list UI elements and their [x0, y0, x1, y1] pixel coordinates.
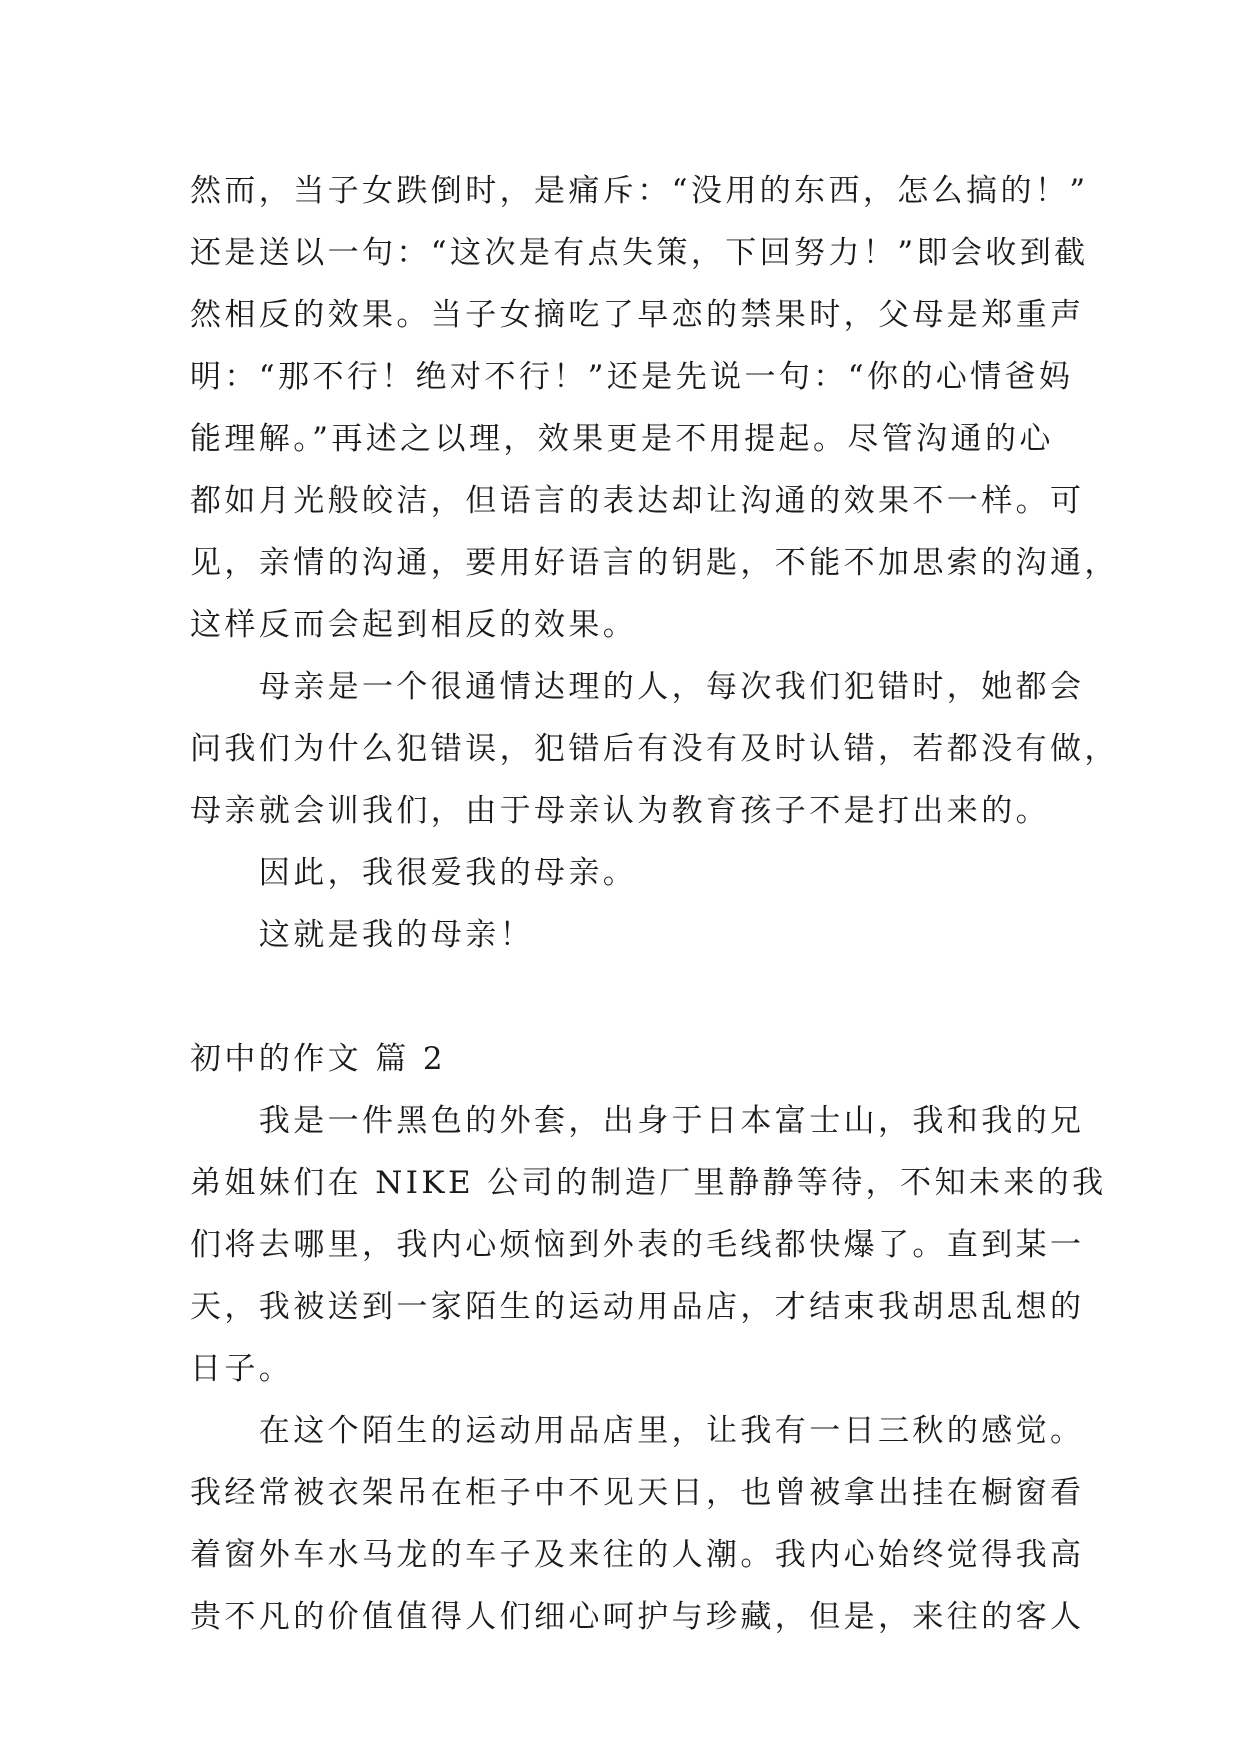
- text-line: 我是一件黑色的外套，出身于日本富士山，我和我的兄: [190, 1103, 1085, 1139]
- text-line: 贵不凡的价值值得人们细心呵护与珍藏，但是，来往的客人: [190, 1599, 1085, 1635]
- document-page: [190, 160, 1119, 1648]
- text-line: 着窗外车水马龙的车子及来往的人潮。我内心始终觉得我高: [190, 1537, 1085, 1573]
- text-line: 然相反的效果。当子女摘吃了早恋的禁果时，父母是郑重声: [190, 297, 1085, 333]
- text-line: 日子。: [190, 1351, 294, 1387]
- section-heading: 初中的作文 篇 2: [190, 1041, 447, 1077]
- text-line: 还是送以一句：“这次是有点失策，下回努力！”即会收到截: [190, 235, 1089, 271]
- text-line: 然而，当子女跌倒时，是痛斥：“没用的东西，怎么搞的！”: [190, 173, 1089, 209]
- text-line: 明：“那不行！绝对不行！”还是先说一句：“你的心情爸妈: [190, 359, 1074, 395]
- paragraph-3: 因此，我很爱我的母亲。: [190, 855, 638, 891]
- text-line: 见，亲情的沟通，要用好语言的钥匙，不能不加思索的沟通，: [190, 545, 1119, 581]
- paragraph-4: 这就是我的母亲！: [190, 917, 534, 953]
- text-line: 问我们为什么犯错误，犯错后有没有及时认错，若都没有做，: [190, 731, 1119, 767]
- text-line: 这样反而会起到相反的效果。: [190, 607, 638, 643]
- paragraph-6: [190, 1400, 1085, 1648]
- paragraph-5: [190, 1090, 1107, 1400]
- text-line: 在这个陌生的运动用品店里，让我有一日三秋的感觉。: [190, 1413, 1085, 1449]
- text-line: 母亲就会训我们，由于母亲认为教育孩子不是打出来的。: [190, 793, 1050, 829]
- text-line: 我经常被衣架吊在柜子中不见天日，也曾被拿出挂在橱窗看: [190, 1475, 1085, 1511]
- text-line: 天，我被送到一家陌生的运动用品店，才结束我胡思乱想的: [190, 1289, 1085, 1325]
- text-line: 都如月光般皎洁，但语言的表达却让沟通的效果不一样。可: [190, 483, 1085, 519]
- paragraph-1: [190, 160, 1119, 656]
- text-line: 能理解。”再述之以理，效果更是不用提起。尽管沟通的心: [190, 421, 1054, 457]
- section-spacer: [190, 966, 1058, 1028]
- text-line: 们将去哪里，我内心烦恼到外表的毛线都快爆了。直到某一: [190, 1227, 1085, 1263]
- text-line: 母亲是一个很通情达理的人，每次我们犯错时，她都会: [190, 669, 1085, 705]
- text-line: 弟姐妹们在 NIKE 公司的制造厂里静静等待，不知未来的我: [190, 1165, 1107, 1201]
- paragraph-2: [190, 656, 1119, 842]
